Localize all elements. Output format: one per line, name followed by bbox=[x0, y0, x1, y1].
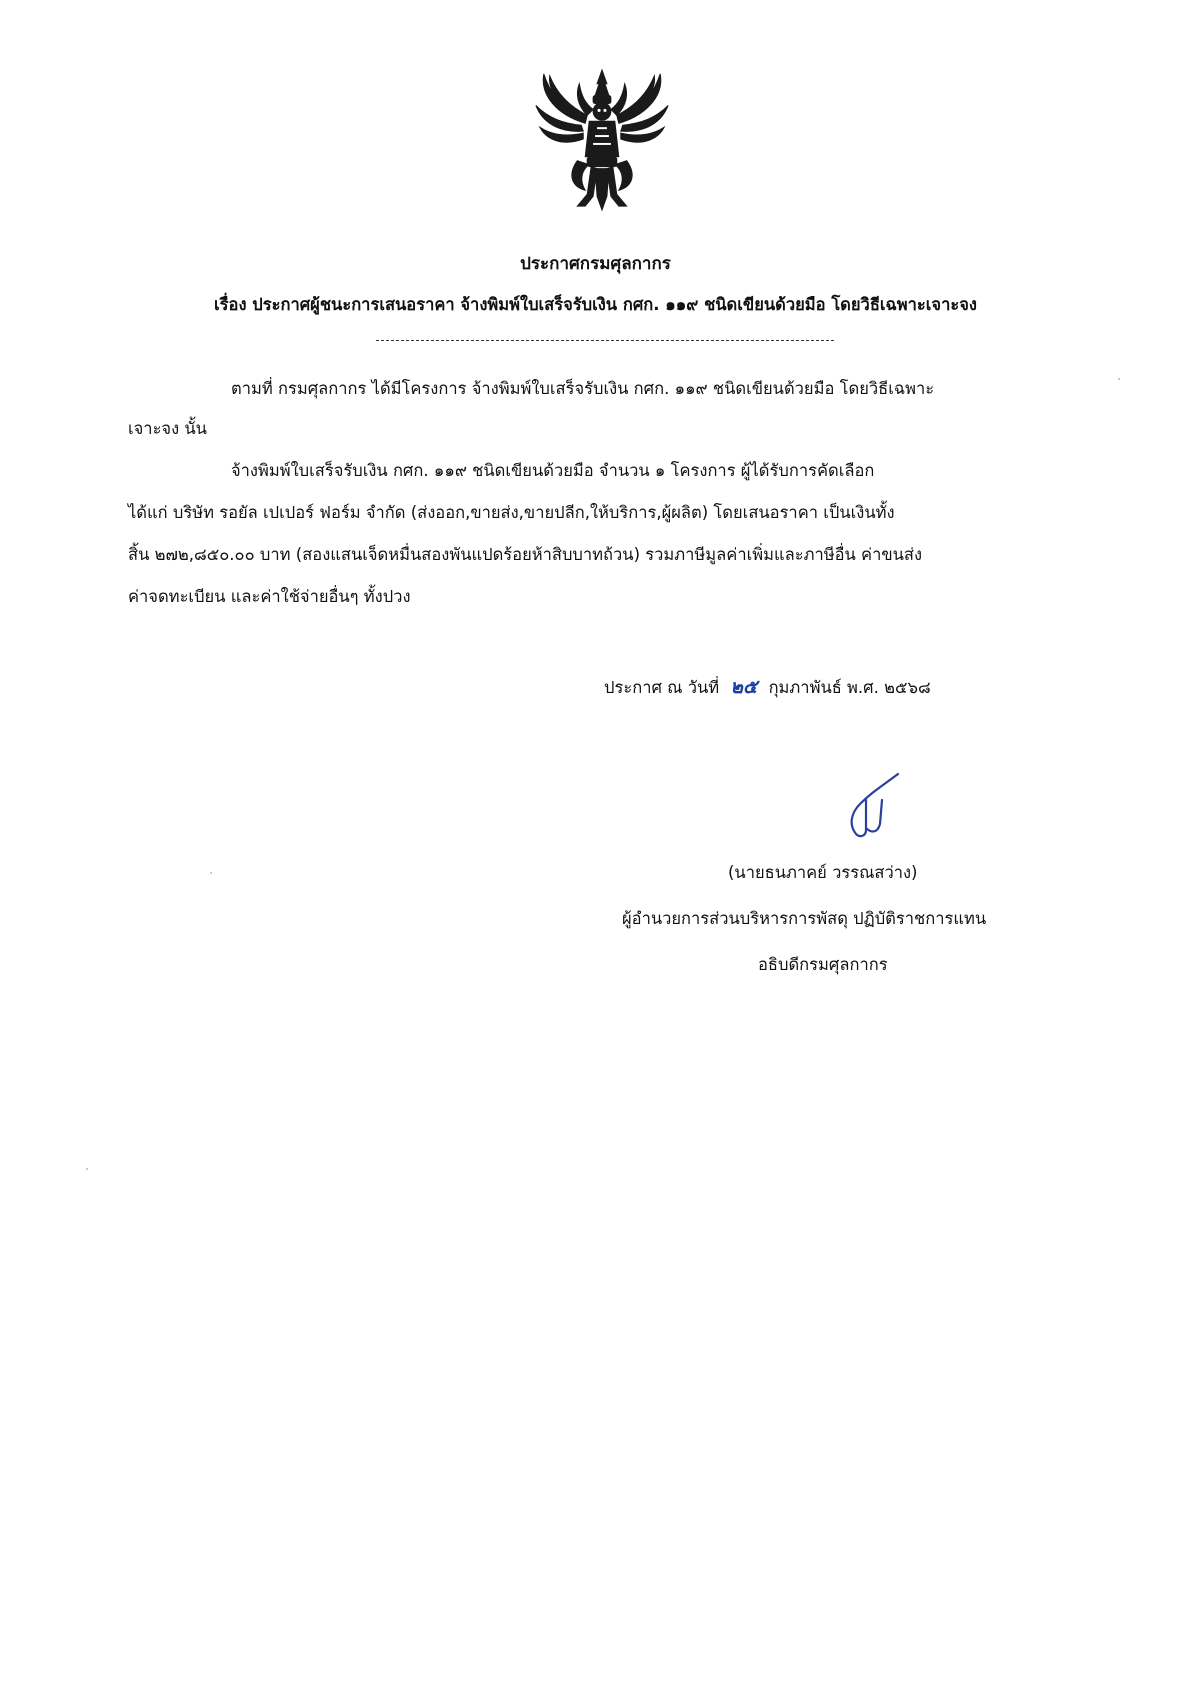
scan-speck bbox=[1118, 378, 1120, 380]
document-subject: เรื่อง ประกาศผู้ชนะการเสนอราคา จ้างพิมพ์ใบเสร็จรับเงิน กศก. ๑๑๙ ชนิดเขียนด้วยมือ โดยวิธีเฉพาะเจาะจง bbox=[214, 295, 977, 314]
body-line-5: สิ้น ๒๗๒,๘๕๐.๐๐ บาท (สองแสนเจ็ดหมื่นสองพันแปดร้อยห้าสิบบาทถ้วน) รวมภาษีมูลค่าเพิ่มและภาษีอื่น ค่าขนส่ง bbox=[128, 545, 923, 564]
body-line-4: ได้แก่ บริษัท รอยัล เปเปอร์ ฟอร์ม จำกัด (ส่งออก,ขายส่ง,ขายปลีก,ให้บริการ,ผู้ผลิต) โดยเสนอราคา เป็นเงินทั้ง bbox=[128, 503, 895, 522]
body-line-1: ตามที่ กรมศุลกากร ได้มีโครงการ จ้างพิมพ์ใบเสร็จรับเงิน กศก. ๑๑๙ ชนิดเขียนด้วยมือ โดยวิธีเฉพาะ bbox=[231, 379, 935, 398]
handwritten-signature-icon bbox=[838, 770, 902, 842]
garuda-emblem-icon bbox=[528, 66, 676, 214]
body-line-3: จ้างพิมพ์ใบเสร็จรับเงิน กศก. ๑๑๙ ชนิดเขียนด้วยมือ จำนวน ๑ โครงการ ผู้ได้รับการคัดเลือก bbox=[231, 461, 875, 480]
document-title: ประกาศกรมศุลกากร bbox=[520, 254, 671, 274]
signatory-on-behalf: อธิบดีกรมศุลกากร bbox=[758, 955, 888, 974]
date-month-year: กุมภาพันธ์ พ.ศ. ๒๕๖๘ bbox=[768, 678, 931, 697]
announcement-date bbox=[604, 672, 931, 702]
signatory-name: (นายธนภาคย์ วรรณสว่าง) bbox=[728, 863, 918, 882]
scan-speck bbox=[86, 1168, 88, 1170]
signatory-position: ผู้อำนวยการส่วนบริหารการพัสดุ ปฏิบัติราชการแทน bbox=[622, 909, 987, 928]
body-line-2: เจาะจง นั้น bbox=[128, 419, 207, 438]
date-prefix: ประกาศ ณ วันที่ bbox=[604, 678, 720, 697]
scan-speck bbox=[210, 872, 212, 874]
date-day-handwritten: ๒๕ bbox=[730, 676, 758, 698]
body-line-6: ค่าจดทะเบียน และค่าใช้จ่ายอื่นๆ ทั้งปวง bbox=[128, 587, 411, 606]
title-divider bbox=[376, 340, 834, 341]
